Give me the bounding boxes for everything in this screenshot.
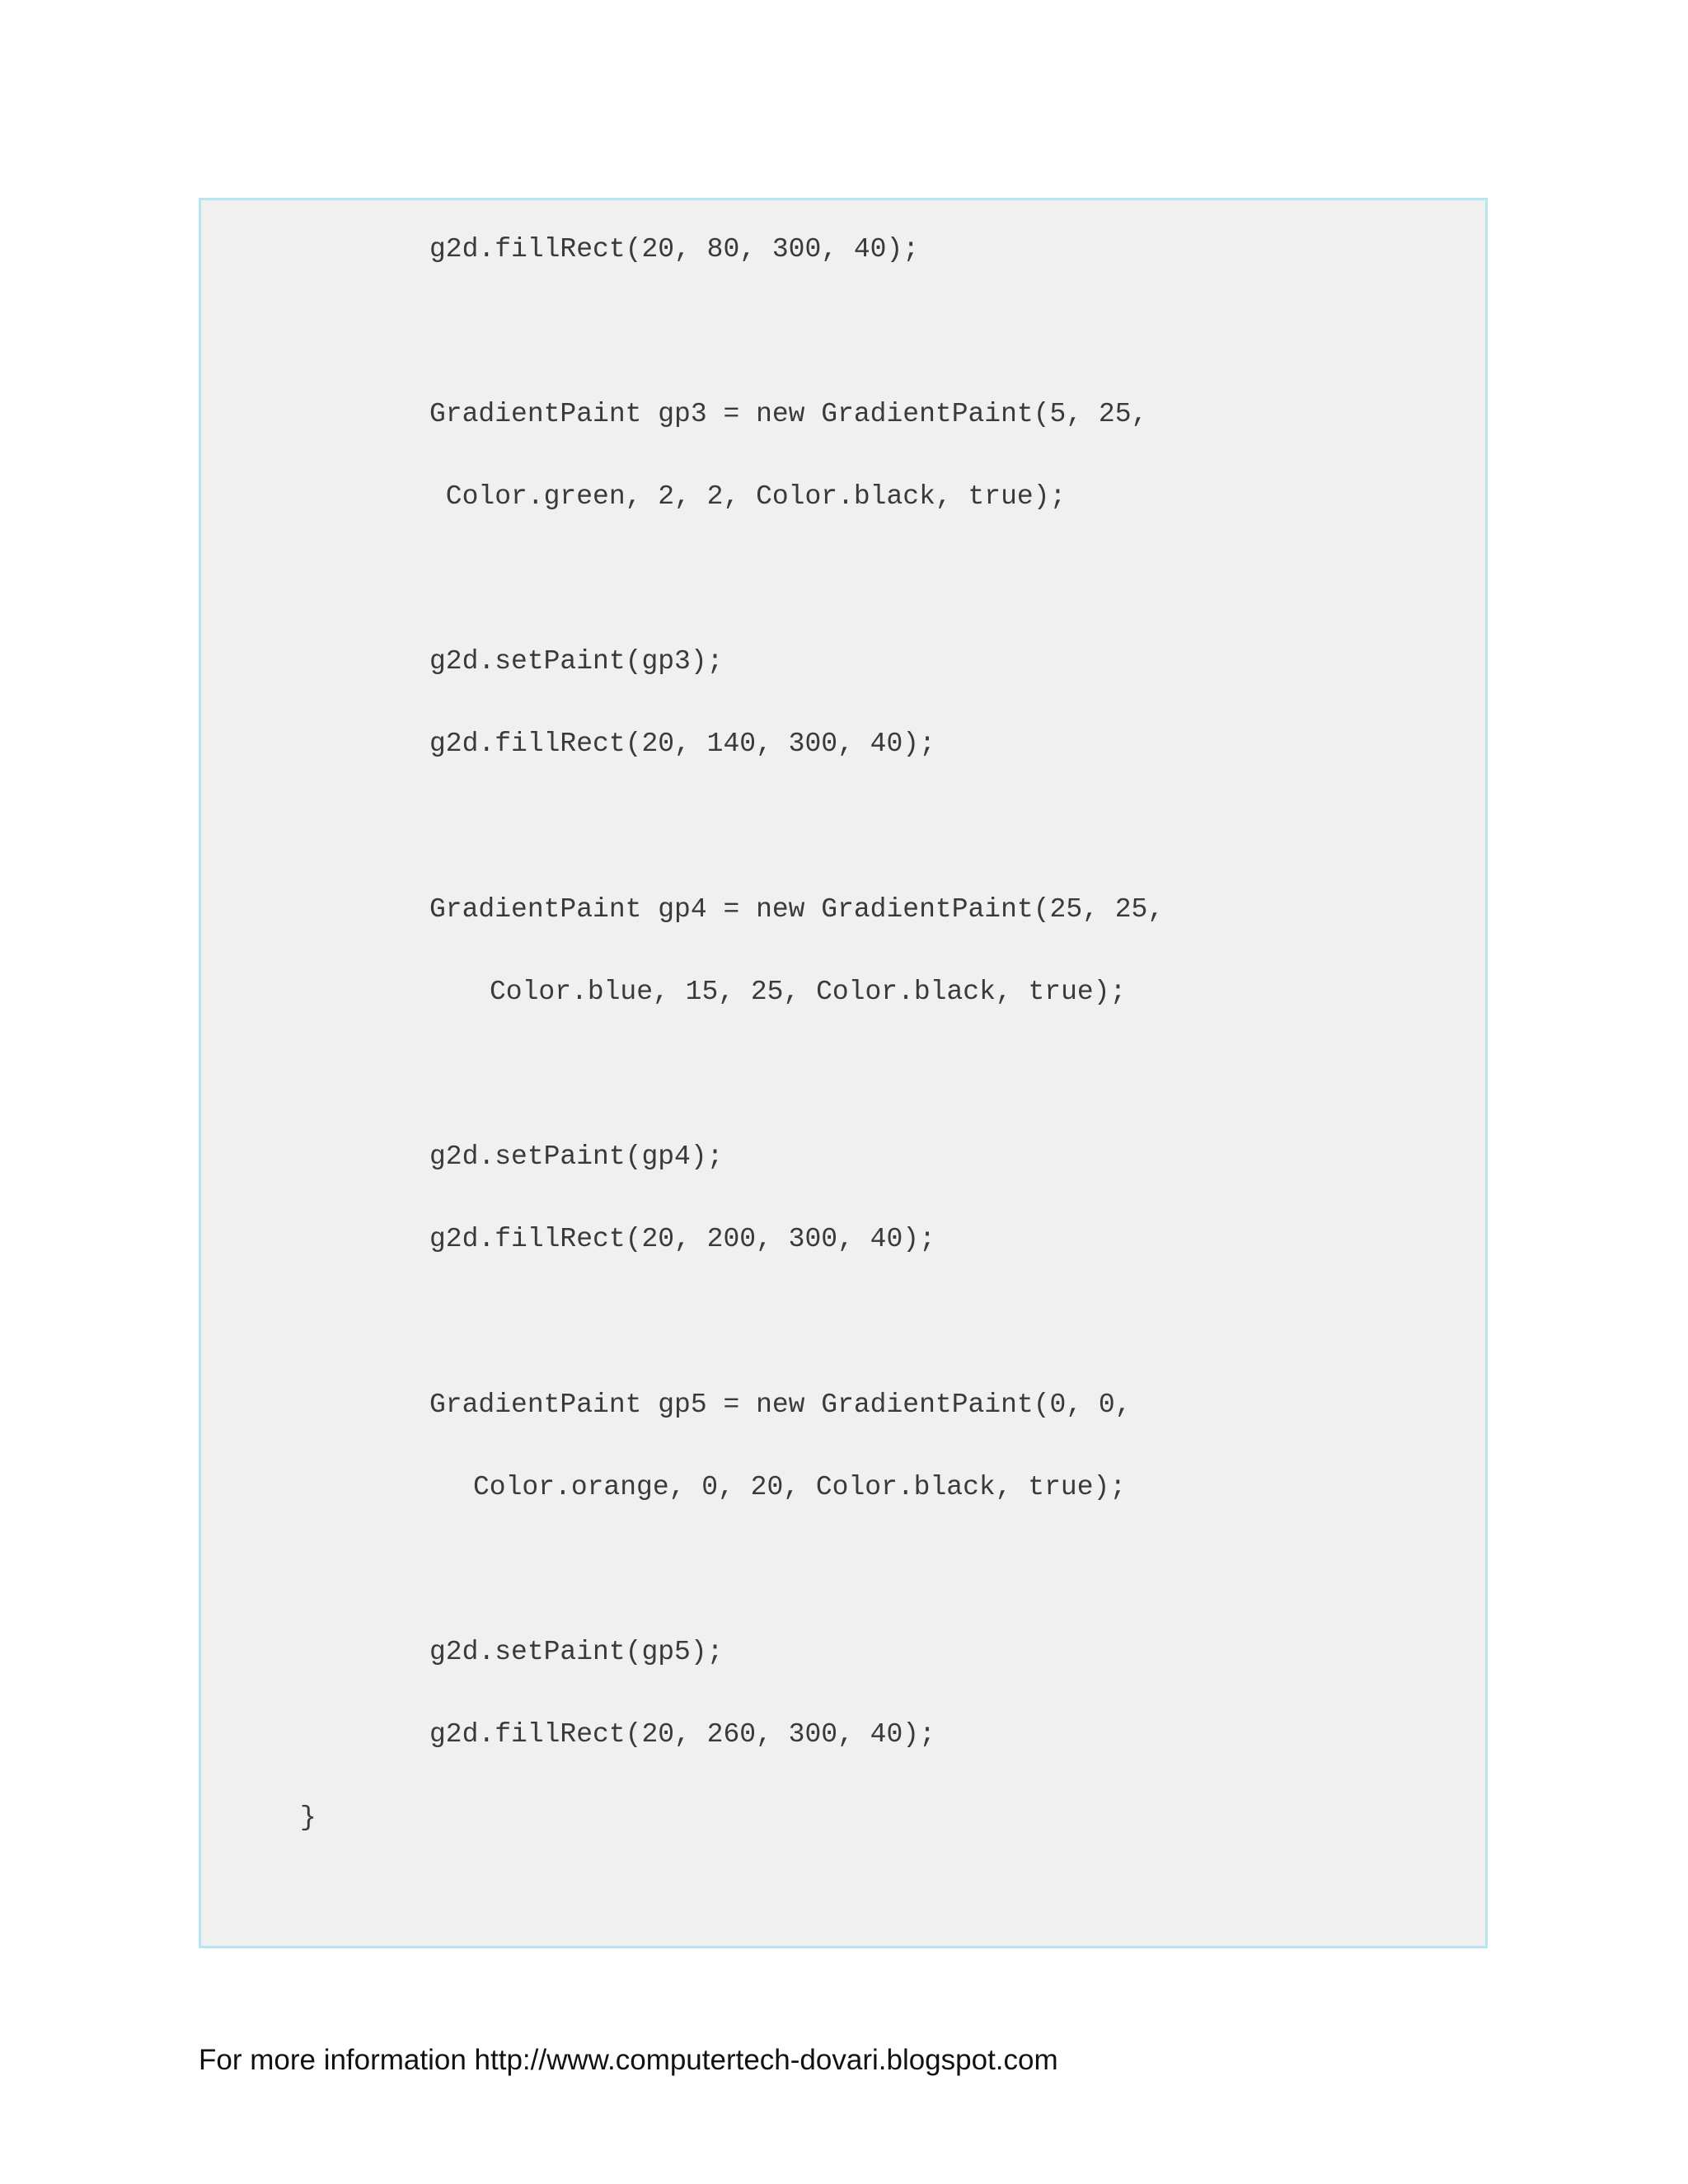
code-line: GradientPaint gp5 = new GradientPaint(0, 0, xyxy=(429,1390,1132,1420)
closing-brace: } xyxy=(300,1802,316,1833)
code-line: g2d.fillRect(20, 260, 300, 40); xyxy=(429,1719,935,1750)
code-block xyxy=(199,198,1488,1948)
footer-info-text: For more information http://www.computertech-dovari.blogspot.com xyxy=(199,2044,1058,2076)
code-line: g2d.fillRect(20, 80, 300, 40); xyxy=(429,234,920,265)
code-line: Color.blue, 15, 25, Color.black, true); xyxy=(490,977,1127,1007)
code-line: GradientPaint gp3 = new GradientPaint(5, 25, xyxy=(429,399,1148,429)
code-line: g2d.setPaint(gp4); xyxy=(429,1141,724,1172)
code-line: GradientPaint gp4 = new GradientPaint(25, 25, xyxy=(429,894,1165,925)
code-line: Color.green, 2, 2, Color.black, true); xyxy=(429,481,1067,512)
code-line: g2d.setPaint(gp3); xyxy=(429,646,724,677)
code-line: g2d.setPaint(gp5); xyxy=(429,1637,724,1667)
code-line: g2d.fillRect(20, 200, 300, 40); xyxy=(429,1224,935,1254)
code-line: Color.orange, 0, 20, Color.black, true); xyxy=(473,1472,1127,1502)
code-line: g2d.fillRect(20, 140, 300, 40); xyxy=(429,729,935,759)
